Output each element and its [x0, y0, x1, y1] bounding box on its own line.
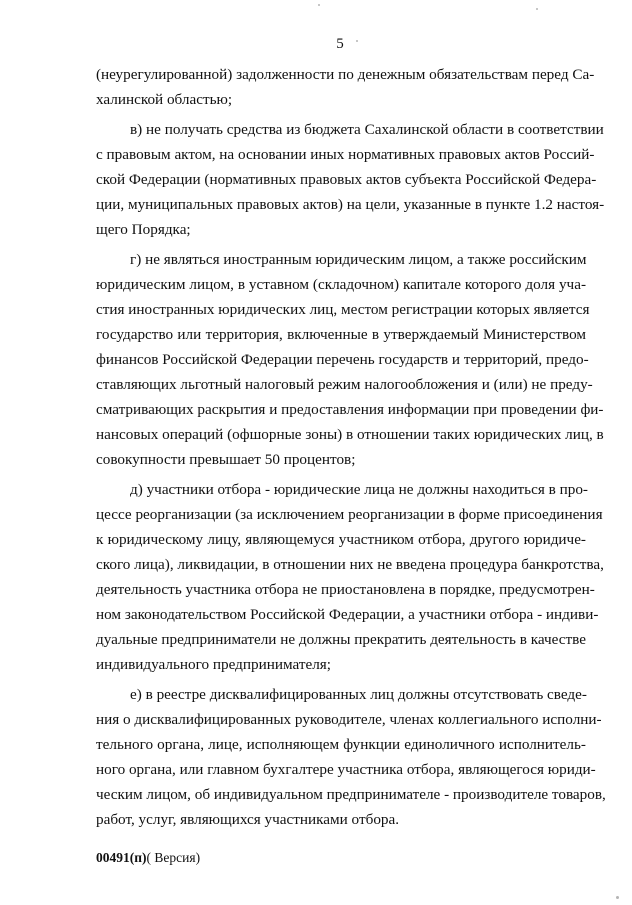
scan-speck [616, 896, 619, 899]
page-number: 5 [336, 36, 344, 52]
text-line: цессе реорганизации (за исключением реорганизации в форме присоединения [96, 506, 603, 523]
text-line: юридическим лицом, в уставном (складочном) капитале которого доля уча- [96, 276, 586, 293]
scan-speck [356, 40, 358, 42]
text-line: индивидуального предпринимателя; [96, 656, 331, 673]
text-line: сматривающих раскрытия и предоставления информации при проведении фи- [96, 401, 604, 418]
text-line: в) не получать средства из бюджета Сахалинской области в соответствии [130, 121, 604, 138]
text-line: (неурегулированной) задолженности по денежным обязательствам перед Са- [96, 66, 595, 83]
text-line: тельного органа, лице, исполняющем функции единоличного исполнитель- [96, 736, 586, 753]
text-line: ставляющих льготный налоговый режим налогообложения и (или) не преду- [96, 376, 593, 393]
document-code-footer [96, 849, 200, 867]
text-line: ния о дисквалифицированных руководителе, членах коллегиального исполни- [96, 711, 602, 728]
text-line: г) не являться иностранным юридическим лицом, а также российским [130, 251, 587, 268]
text-line: дуальные предприниматели не должны прекратить деятельность в качестве [96, 631, 586, 648]
document-version: ( Версия) [146, 850, 201, 865]
text-line: ного органа, или главном бухгалтере участника отбора, являющегося юриди- [96, 761, 596, 778]
text-line: е) в реестре дисквалифицированных лиц должны отсутствовать сведе- [130, 686, 587, 703]
scan-speck [536, 8, 538, 10]
text-line: стия иностранных юридических лиц, местом регистрации которых является [96, 301, 590, 318]
text-line: совокупности превышает 50 процентов; [96, 451, 356, 468]
text-line: нансовых операций (офшорные зоны) в отношении таких юридических лиц, в [96, 426, 604, 443]
text-line: ном законодательством Российской Федерации, а участники отбора - индиви- [96, 606, 599, 623]
scan-speck [318, 4, 320, 6]
text-line: щего Порядка; [96, 221, 191, 238]
text-line: ской Федерации (нормативных правовых актов субъекта Российской Федера- [96, 171, 597, 188]
text-line: деятельность участника отбора не приостановлена в порядке, предусмотрен- [96, 581, 595, 598]
document-code: 00491(п) [96, 850, 147, 865]
text-line: д) участники отбора - юридические лица не должны находиться в про- [130, 481, 588, 498]
text-line: ского лица), ликвидации, в отношении них не введена процедура банкротства, [96, 556, 604, 573]
text-line: к юридическому лицу, являющемуся участником отбора, другого юридиче- [96, 531, 586, 548]
text-line: с правовым актом, на основании иных нормативных правовых актов Россий- [96, 146, 595, 163]
text-line: государство или территория, включенные в утверждаемый Министерством [96, 326, 586, 343]
text-line: финансов Российской Федерации перечень государств и территорий, предо- [96, 351, 589, 368]
text-line: халинской областью; [96, 91, 233, 108]
text-line: ции, муниципальных правовых актов) на цели, указанные в пункте 1.2 настоя- [96, 196, 605, 213]
text-line: ческим лицом, об индивидуальном предпринимателе - производителе товаров, [96, 786, 606, 803]
text-line: работ, услуг, являющихся участниками отбора. [96, 811, 400, 828]
